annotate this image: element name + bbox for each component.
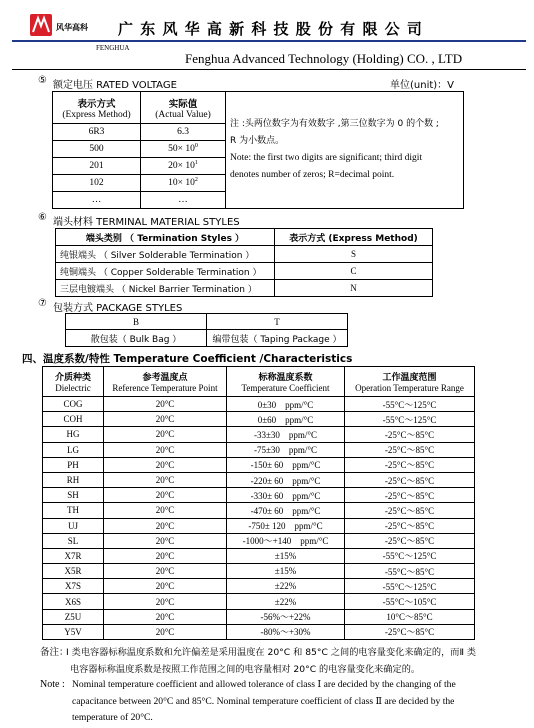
tempco-row (43, 518, 475, 533)
tempco-header-coefficient: 标称温度系数 Temperature Coefficient (227, 367, 345, 397)
tempco-dielectric: PH (43, 457, 104, 472)
tempco-dielectric: COH (43, 412, 104, 427)
tempco-header-range: 工作温度范围 Operation Temperature Range (345, 367, 475, 397)
terminal-style: 三层电镀端头 （ Nickel Barrier Termination ） (56, 280, 275, 297)
remark-cn-line-1: Ⅰ 类电容器标称温度系数和允许偏差是采用温度在 20°C 和 85°C 之间的电容量变化来确定的，而Ⅱ 类 (66, 647, 477, 658)
voltage-header-express: 表示方式 (Express Method) (53, 92, 141, 124)
package-table (65, 313, 348, 347)
logo-mark-icon (30, 14, 52, 36)
terminal-table-header (56, 229, 433, 246)
voltage-note-cn-2: R 为小数点。 (230, 136, 285, 146)
package-name-taping: 编带包装（ Taping Package ） (207, 330, 348, 347)
tempco-row (43, 533, 475, 548)
tempco-row (43, 624, 475, 639)
terminal-section-title: 端头材料 TERMINAL MATERIAL STYLES (53, 217, 240, 228)
voltage-code: 102 (53, 175, 141, 192)
tempco-dielectric: SH (43, 488, 104, 503)
tempco-dielectric: LG (43, 442, 104, 457)
tempco-range: -55°C～125°C (345, 412, 475, 427)
terminal-row (56, 263, 433, 280)
tempco-coefficient: -33±30 ppm/°C (227, 427, 345, 442)
tempco-dielectric: HG (43, 427, 104, 442)
tempco-row (43, 609, 475, 624)
voltage-note-cell (226, 92, 464, 209)
package-codes-row (66, 314, 348, 330)
tempco-reference-temp: 20°C (104, 412, 227, 427)
tempco-reference-temp: 20°C (104, 579, 227, 594)
tempco-range: -55°C～105°C (345, 594, 475, 609)
tempco-range: -25°C～85°C (345, 624, 475, 639)
tempco-coefficient: -56%～+22% (227, 609, 345, 624)
tempco-dielectric: TH (43, 503, 104, 518)
tempco-coefficient: -220± 60 ppm/°C (227, 472, 345, 487)
tempco-coefficient: ±22% (227, 579, 345, 594)
terminal-code: C (275, 263, 433, 280)
terminal-code: N (275, 280, 433, 297)
remark-en-label: Note : (40, 679, 65, 690)
tempco-range: -55°C～125°C (345, 548, 475, 563)
tempco-coefficient: ±22% (227, 594, 345, 609)
tempco-table-body (43, 397, 475, 640)
tempco-reference-temp: 20°C (104, 533, 227, 548)
tempco-coefficient: -750± 120 ppm/°C (227, 518, 345, 533)
terminal-row (56, 280, 433, 297)
package-names-row (66, 330, 348, 347)
voltage-value: 6.3 (141, 124, 226, 141)
package-section-number: ⑦ (38, 298, 47, 309)
tempco-reference-temp: 20°C (104, 609, 227, 624)
tempco-range: -25°C～85°C (345, 503, 475, 518)
tempco-section-title: 四、温度系数/特性 Temperature Coefficient /Characteristics (22, 353, 353, 365)
tempco-range: 10°C～85°C (345, 609, 475, 624)
terminal-header-express: 表示方式 (Express Method) (275, 229, 433, 246)
package-code-taping: T (207, 314, 348, 330)
tempco-table-header (43, 367, 475, 397)
terminal-section-number: ⑥ (38, 212, 47, 223)
tempco-reference-temp: 20°C (104, 518, 227, 533)
voltage-note-en-2: denotes number of zeros; R=decimal point. (230, 170, 395, 180)
tempco-row (43, 594, 475, 609)
voltage-code: 6R3 (53, 124, 141, 141)
tempco-dielectric: X5R (43, 564, 104, 579)
remark-en-line-1: Nominal temperature coefficient and allowed tolerance of class Ⅰ are decided by the changing of the (72, 679, 456, 690)
tempco-reference-temp: 20°C (104, 594, 227, 609)
tempco-row (43, 488, 475, 503)
remark-cn-label: 备注： (40, 647, 69, 658)
tempco-reference-temp: 20°C (104, 488, 227, 503)
tempco-range: -25°C～85°C (345, 442, 475, 457)
remark-en-line-2: capacitance between 20°C and 85°C. Nominal temperature coefficient of class Ⅱ are decided by the (72, 696, 455, 707)
voltage-value: … (141, 192, 226, 209)
tempco-row (43, 472, 475, 487)
tempco-reference-temp: 20°C (104, 457, 227, 472)
voltage-table-header (53, 92, 464, 124)
remark-en-line-3: temperature of 20°C. (72, 712, 153, 723)
voltage-code: … (53, 192, 141, 209)
tempco-row (43, 457, 475, 472)
tempco-coefficient: -470± 60 ppm/°C (227, 503, 345, 518)
tempco-coefficient: 0±30 ppm/°C (227, 397, 345, 412)
header-rule (12, 40, 526, 42)
tempco-range: -25°C～85°C (345, 533, 475, 548)
tempco-range: -25°C～85°C (345, 488, 475, 503)
package-name-bulk: 散包装（ Bulk Bag ） (66, 330, 207, 347)
voltage-note-en-1: Note: the first two digits are significant; third digit (230, 153, 423, 163)
tempco-row (43, 564, 475, 579)
tempco-reference-temp: 20°C (104, 548, 227, 563)
terminal-table (55, 228, 433, 297)
company-name-cn: 广 东 风 华 高 新 科 技 股 份 有 限 公 司 (118, 20, 423, 38)
tempco-reference-temp: 20°C (104, 564, 227, 579)
company-logo (30, 14, 52, 36)
voltage-code: 201 (53, 158, 141, 175)
header-small-label: FENGHUA (96, 44, 130, 52)
voltage-unit: 单位(unit)：V (390, 80, 455, 91)
voltage-header-actual: 实际值 (Actual Value) (141, 92, 226, 124)
voltage-table (52, 91, 464, 209)
tempco-row (43, 412, 475, 427)
terminal-style: 纯银端头 （ Silver Solderable Termination ） (56, 246, 275, 263)
tempco-coefficient: ±15% (227, 564, 345, 579)
terminal-row (56, 246, 433, 263)
terminal-header-style: 端头类别 （ Termination Styles ） (56, 229, 275, 246)
tempco-reference-temp: 20°C (104, 624, 227, 639)
terminal-code: S (275, 246, 433, 263)
tempco-dielectric: X7R (43, 548, 104, 563)
tempco-dielectric: UJ (43, 518, 104, 533)
tempco-reference-temp: 20°C (104, 442, 227, 457)
package-code-bulk: B (66, 314, 207, 330)
tempco-table (42, 366, 475, 640)
tempco-coefficient: -330± 60 ppm/°C (227, 488, 345, 503)
tempco-reference-temp: 20°C (104, 397, 227, 412)
tempco-row (43, 503, 475, 518)
tempco-dielectric: X7S (43, 579, 104, 594)
header-rule-lower (12, 69, 526, 70)
voltage-value: $20\times 10^1$ (141, 158, 226, 175)
company-name-en: Fenghua Advanced Technology (Holding) CO. , LTD (185, 51, 463, 66)
tempco-dielectric: Z5U (43, 609, 104, 624)
tempco-header-reference: 参考温度点 Reference Temperature Point (104, 367, 227, 397)
tempco-range: -25°C～85°C (345, 457, 475, 472)
voltage-code: 500 (53, 141, 141, 158)
tempco-row (43, 548, 475, 563)
tempco-range: -55°C～85°C (345, 564, 475, 579)
tempco-dielectric: SL (43, 533, 104, 548)
voltage-note-cn-1: 注 :头两位数字为有效数字 ,第三位数字为 0 的个数 ; (230, 119, 439, 129)
tempco-header-dielectric: 介质种类 Dielectric (43, 367, 104, 397)
tempco-range: -25°C～85°C (345, 427, 475, 442)
tempco-range: -55°C～125°C (345, 397, 475, 412)
tempco-row (43, 579, 475, 594)
tempco-range: -25°C～85°C (345, 518, 475, 533)
tempco-dielectric: COG (43, 397, 104, 412)
remark-cn-line-2: 电容器标称温度系数是按照工作范围之间的电容量相对 20°C 的电容量变化来确定的。 (70, 664, 421, 675)
tempco-row (43, 397, 475, 412)
tempco-row (43, 442, 475, 457)
tempco-dielectric: RH (43, 472, 104, 487)
tempco-coefficient: -150± 60 ppm/°C (227, 457, 345, 472)
tempco-coefficient: 0±60 ppm/°C (227, 412, 345, 427)
voltage-section-number: ⑤ (38, 75, 47, 86)
tempco-row (43, 427, 475, 442)
voltage-value: $10\times 10^2$ (141, 175, 226, 192)
tempco-reference-temp: 20°C (104, 427, 227, 442)
tempco-dielectric: X6S (43, 594, 104, 609)
tempco-coefficient: -75±30 ppm/°C (227, 442, 345, 457)
package-section-title: 包装方式 PACKAGE STYLES (53, 303, 183, 314)
voltage-section-title: 额定电压 RATED VOLTAGE (53, 80, 177, 91)
tempco-range: -55°C～125°C (345, 579, 475, 594)
voltage-value: $50\times 10^0$ (141, 141, 226, 158)
terminal-style: 纯铜端头 （ Copper Solderable Termination ） (56, 263, 275, 280)
tempco-coefficient: -1000～+140 ppm/°C (227, 533, 345, 548)
tempco-coefficient: ±15% (227, 548, 345, 563)
tempco-coefficient: -80%～+30% (227, 624, 345, 639)
tempco-reference-temp: 20°C (104, 503, 227, 518)
tempco-dielectric: Y5V (43, 624, 104, 639)
tempco-range: -25°C～85°C (345, 472, 475, 487)
logo-text: 风华高科 (56, 23, 88, 32)
tempco-reference-temp: 20°C (104, 472, 227, 487)
